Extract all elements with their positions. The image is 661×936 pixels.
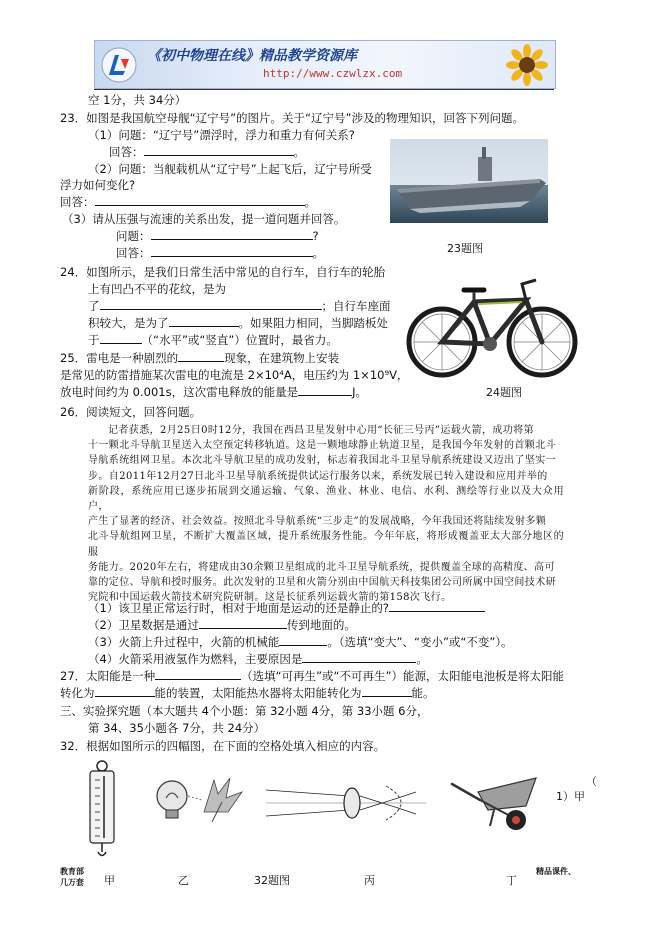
passage-line: 新阶段，系统应用已逐步拓展到交通运输、气象、渔业、林业、电信、水利、测绘等行业以及大众用户，	[88, 485, 564, 513]
answer-label: 回答：	[60, 195, 95, 209]
logo-icon	[101, 47, 137, 83]
convex-lens-figure	[266, 782, 426, 824]
question-27: 27．太阳能是一种 （选填“可再生”或“不可再生”）能源，太阳能电池板是将太阳能	[60, 669, 564, 683]
q23-1-question: （1）问题：“辽宁号”漂浮时，浮力和重力有何关系?	[88, 128, 355, 142]
answer-blank[interactable]	[95, 194, 305, 206]
q25-line3: 放电时间约为 0.001s，这次雷电释放的能量是 J。	[60, 385, 367, 399]
passage-line: 北斗导航组网卫星，不断扩大覆盖区域，提升系统服务性能。今年年底，将形成覆盖亚太大部分地区的服	[88, 531, 564, 558]
figure-label-ding: 丁	[506, 874, 517, 887]
wheelbarrow-figure	[450, 770, 540, 832]
section-3-heading: 三、实验探究题（本大题共 4个小题：第 32小题 4分，第 33小题 6分，	[60, 704, 429, 718]
answer-blank[interactable]	[302, 651, 416, 663]
answer-blank[interactable]	[389, 600, 485, 612]
q23-3-answer: 回答： 。	[116, 246, 324, 260]
passage-line: 靠的定位、导航和授时服务。此次发射的卫星和火箭分别由中国航天科技集团公司所属中国空间技术研	[88, 577, 556, 589]
answer-blank[interactable]	[178, 350, 224, 362]
sunflower-icon	[505, 43, 549, 87]
answer-blank[interactable]	[151, 245, 313, 257]
passage-line: 产生了显著的经济、社会效益。按照北斗导航系统“三步走”的发展战略，今年我国还将陆续发射多颗	[88, 516, 547, 528]
q23-3: （3）请从压强与流速的关系出发，提一道问题并回答。	[62, 212, 346, 226]
passage-line: 步。自2011年12月27日北斗卫星导航系统提供试运行服务以来，系统发展已转入建设和应用并举的	[88, 470, 548, 482]
footer-left-2: 几万套	[60, 878, 84, 887]
footer-right: 精品课件、	[536, 867, 576, 876]
answer-label: 回答：	[116, 246, 151, 260]
reading-passage	[88, 423, 564, 605]
answer-blank[interactable]	[298, 384, 352, 396]
q27-line2: 转化为 能的装置，太阳能热水器将太阳能转化为 能。	[60, 686, 435, 700]
q26-4: （4）火箭采用液氢作为燃料，主要原因是 。	[88, 652, 428, 666]
header-banner	[94, 40, 556, 89]
footer-left-1: 教育部	[60, 867, 84, 876]
q23-3-question: 问题： ?	[116, 229, 319, 243]
figure-label-bing: 丙	[364, 874, 375, 887]
question-24: 24．如图所示，是我们日常生活中常见的自行车，自行车的轮胎	[60, 265, 386, 279]
answer-blank[interactable]	[279, 634, 327, 646]
bulb-and-leaf-figure	[152, 772, 244, 830]
q23-2-question: （2）问题：当舰载机从“辽宁号”上起飞后，辽宁号所受	[88, 162, 372, 176]
figure-caption-23: 23题图	[447, 242, 483, 255]
passage-line: 十一颗北斗导航卫星送入太空预定转移轨道。这是一颗地球静止轨道卫星，是我国今年发射的首颗北斗	[88, 440, 556, 452]
q26-3: （3）火箭上升过程中，火箭的机械能 。（选填“变大”、“变小”或“不变”）。	[88, 635, 513, 649]
q24-line4: 积较大，是为了 。如果阻力相同，当脚踏板处	[88, 316, 388, 330]
section-3-heading-cont: 第 34、35小题各 7分，共 24分）	[88, 721, 266, 735]
q23-2-answer: 回答： 。	[60, 195, 316, 209]
figure-label-jia: 甲	[104, 874, 115, 887]
answer-blank[interactable]	[362, 685, 412, 697]
answer-label: 回答：	[109, 145, 144, 159]
answer-blank[interactable]	[100, 332, 142, 344]
q32-side-label: 1）甲	[556, 790, 585, 803]
text-line: 空 1分，共 34分）	[88, 93, 187, 107]
q23-1-answer: 回答： 。	[109, 145, 305, 159]
bicycle-photo	[404, 272, 580, 382]
question-23: 23．如图是我国航空母舰“辽宁号”的图片。关于“辽宁号”涉及的物理知识，回答下列问题。	[60, 111, 524, 125]
question-32: 32．根据如图所示的四幅图，在下面的空格处填入相应的内容。	[60, 739, 386, 753]
answer-blank[interactable]	[199, 617, 287, 629]
question-26: 26．阅读短文，回答问题。	[60, 405, 202, 419]
q26-1: （1）该卫星正常运行时，相对于地面是运动的还是静止的?	[88, 600, 485, 616]
aircraft-carrier-photo	[390, 139, 548, 223]
passage-line: 究院和中国运载火箭技术研究院研制。这是长征系列运载火箭的第158次飞行。	[88, 592, 452, 604]
answer-blank[interactable]	[155, 668, 241, 680]
banner-title: 《初中物理在线》精品教学资源库	[147, 48, 357, 64]
spring-scale-figure	[86, 760, 118, 860]
figure-caption-24: 24题图	[486, 386, 522, 399]
q26-2: （2）卫星数据是通过 传到地面的。	[88, 618, 356, 632]
passage-line: 务能力。2020年左右，将建成由30余颗卫星组成的北斗卫星导航系统，提供覆盖全球的高精度、高可	[88, 561, 555, 573]
q24-line3: 了 ；自行车座面	[88, 299, 391, 313]
banner-url[interactable]: http://www.czwlzx.com	[263, 67, 403, 80]
answer-blank[interactable]	[95, 685, 155, 697]
figure-label-yi: 乙	[178, 874, 189, 887]
question-label: 问题：	[116, 229, 151, 243]
q24-line2: 上有凹凸不平的花纹，是为	[88, 282, 226, 296]
answer-blank[interactable]	[144, 144, 294, 156]
question-25: 25．雷电是一种剧烈的 现象，在建筑物上安装	[60, 351, 340, 365]
q32-side-paren: （	[586, 775, 597, 788]
question-blank[interactable]	[151, 228, 313, 240]
answer-blank[interactable]	[100, 298, 322, 310]
passage-line: 记者获悉，2月25日0时12分，我国在西昌卫星发射中心用“长征三号丙”运载火箭，成功将第	[108, 425, 534, 436]
passage-line: 导航系统组网卫星。本次北斗导航卫星的成功发射，标志着我国北斗卫星导航系统建设又迈出了坚实一	[88, 455, 556, 467]
q23-2-question-cont: 浮力如何变化?	[60, 178, 136, 192]
answer-blank[interactable]	[169, 315, 239, 327]
q24-line5: 于 （“水平”或“竖直”）位置时，最省力。	[88, 333, 338, 347]
header-rule	[94, 89, 554, 90]
figure-caption-32: 32题图	[254, 874, 290, 887]
q25-line2: 是常见的防雷措施某次雷电的电流是 2×10⁴A，电压约为 1×10⁹V，	[60, 368, 409, 382]
